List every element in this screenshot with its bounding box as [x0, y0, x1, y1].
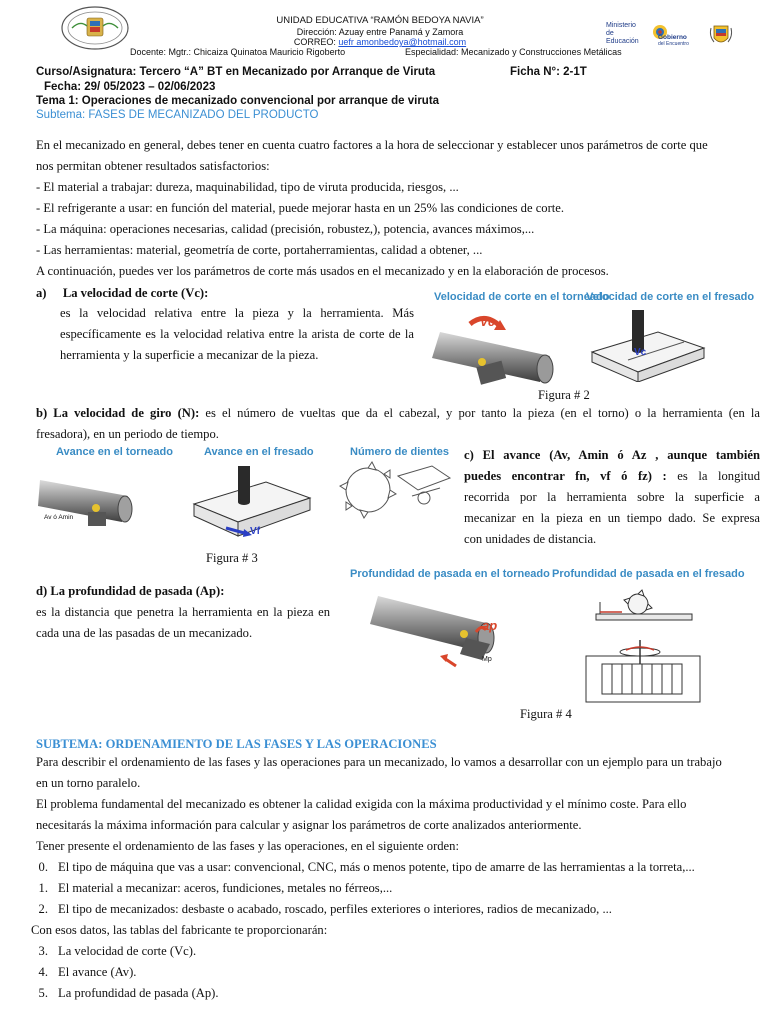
fig4-caption-milling: Profundidad de pasada en el fresado	[552, 568, 745, 580]
section-c-line-5: con unidades de distancia.	[464, 532, 597, 546]
list-item: 3. La velocidad de corte (Vc).	[38, 944, 197, 958]
school-name: UNIDAD EDUCATIVA “RAMÓN BEDOYA NAVIA”	[276, 15, 484, 26]
course-line: Curso/Asignatura: Tercero “A” BT en Mecanizado por Arranque de Viruta	[36, 66, 436, 78]
government-logo: Gobierno del Encuentro	[658, 34, 689, 47]
figure-2-label: Figura # 2	[538, 388, 590, 402]
teacher-name: Docente: Mgtr.: Chicaiza Quinatoa Mauricio Rigoberto	[130, 47, 346, 57]
sub2-line-1: Para describir el ordenamiento de las fases y las operaciones para un mecanizado, lo vamos a desarrollar con un ejemplo para un trabajo	[36, 755, 722, 769]
fig4-caption-turning: Profundidad de pasada en el torneado	[350, 568, 550, 580]
section-a-title: La velocidad de corte (Vc):	[62, 286, 209, 300]
school-address: Dirección: Azuay entre Panamá y Zamora	[296, 27, 464, 37]
lathe-cutting-speed-illustration	[430, 302, 580, 388]
sub2-line-3: El problema fundamental del mecanizado es obtener la calidad exigida con la máxima productividad y el mínimo coste. Para ello	[36, 797, 687, 811]
bullet-tools: - Las herramientas: material, geometría de corte, portaherramientas, calidad a obtener, ...	[36, 243, 483, 257]
school-email-line	[210, 37, 550, 47]
list-item: 0. El tipo de máquina que vas a usar: convencional, CNC, más o menos potente, tipo de amarre de las herramientas a la torreta,...	[38, 860, 695, 874]
fig3-feed-tag-turning: Av ó Amin	[44, 514, 74, 521]
section-b-line-1: b) La velocidad de giro (N): es el número de vueltas que da el cabezal, y por tanto la pieza (en el torno) o la herramienta (en la	[36, 406, 760, 420]
section-d-line-1: es la distancia que penetra la herramienta en la pieza en	[36, 605, 330, 619]
section-c-line-1: c) El avance (Av, Amin ó Az , aunque también	[464, 448, 760, 462]
subtopic-title: Subtema: FASES DE MECANIZADO DEL PRODUCTO	[36, 109, 319, 121]
bullet-coolant: - El refrigerante a usar: en función del material, puede mejorar hasta en un 25% las condiciones de corte.	[36, 201, 565, 215]
section-c-line-3: recorrida por la herramienta sobre la superficie a	[464, 490, 760, 504]
list-item: 5. La profundidad de pasada (Ap).	[38, 986, 219, 1000]
mill-cutting-speed-illustration	[588, 302, 708, 382]
school-seal-logo	[60, 6, 130, 50]
section-a-heading	[36, 283, 208, 304]
milling-teeth-diagram	[328, 456, 456, 520]
list-item: 4. El avance (Av).	[38, 965, 137, 979]
sub2-line-4: necesitarás la máxima información para calcular y asignar los parámetros de corte analizados anteriormente.	[36, 818, 582, 832]
section-c-line-4: mecanizar en la pieza en un tiempo dado. Se expresa	[464, 511, 760, 525]
fig2-vc-tag-turning: Vc	[480, 315, 495, 329]
bullet-machine: - La máquina: operaciones necesarias, calidad (precisión, robustez,), potencia, avances máximos,...	[36, 222, 535, 236]
email-link[interactable]: uefr amonbedoya@hotmail.com	[338, 37, 467, 47]
lathe-feed-illustration	[38, 466, 138, 536]
section-d-title: d) La profundidad de pasada (Ap):	[36, 584, 225, 598]
figure-3-label: Figura # 3	[206, 551, 258, 565]
fig3-caption-milling: Avance en el fresado	[204, 446, 314, 458]
sheet-number: Ficha N°: 2-1T	[510, 66, 587, 78]
section-c-line-2: puedes encontrar fn, vf ó fz) : es la longitud	[464, 469, 760, 483]
section-d-line-2: cada una de las pasadas de un mecanizado.	[36, 626, 253, 640]
fig2-vc-tag-milling: Vc	[634, 347, 647, 358]
section-a-line-1: es la velocidad relativa entre la pieza y la herramienta. Más	[60, 306, 414, 320]
figure-4-label: Figura # 4	[520, 707, 572, 721]
mill-depth-illustration	[582, 584, 706, 706]
coat-of-arms-icon	[706, 22, 736, 50]
email-label: CORREO:	[293, 37, 336, 47]
fig4-ap-tag: ap	[482, 618, 498, 633]
sub2-line-6: Con esos datos, las tablas del fabricante te proporcionarán:	[31, 923, 328, 937]
fig3-vf-tag-milling: Vf	[250, 526, 260, 537]
fig4-mp-tag: Mp	[482, 656, 492, 663]
section-a-line-2: específicamente es la velocidad relativa entre la arista de corte de la	[60, 327, 414, 341]
sub2-line-2: en un torno paralelo.	[36, 776, 141, 790]
bullet-material: - El material a trabajar: dureza, maquinabilidad, tipo de viruta producida, riesgos, ...	[36, 180, 459, 194]
section-b-line-2: fresadora), en un periodo de tiempo.	[36, 427, 219, 441]
ministry-logo: Ministerio de Educación	[606, 22, 639, 45]
sub2-line-5: Tener presente el ordenamiento de las fases y las operaciones, en el siguiente orden:	[36, 839, 459, 853]
section-a-label: a)	[36, 286, 47, 300]
intro-line-2: nos permitan obtener resultados satisfactorios:	[36, 159, 270, 173]
list-item: 1. El material a mecanizar: aceros, fundiciones, metales no férreos,...	[38, 881, 393, 895]
section-b-title: b) La velocidad de giro (N):	[36, 406, 200, 420]
course-date: Fecha: 29/ 05/2023 – 02/06/2023	[44, 81, 216, 93]
intro-parameters: A continuación, puedes ver los parámetros de corte más usados en el mecanizado y en la elaboración de procesos.	[36, 264, 609, 278]
fig3-caption-teeth: Número de dientes	[350, 446, 450, 458]
subtopic-2-title: SUBTEMA: ORDENAMIENTO DE LAS FASES Y LAS OPERACIONES	[36, 737, 437, 751]
lathe-depth-illustration	[370, 584, 530, 670]
specialty: Especialidad: Mecanizado y Construcciones Metálicas	[405, 47, 622, 57]
intro-line-1: En el mecanizado en general, debes tener en cuenta cuatro factores a la hora de seleccionar y establecer unos parámetros de corte que	[36, 138, 708, 152]
fig2-caption-turning: Velocidad de corte en el torneado	[434, 291, 610, 303]
fig2-caption-milling: Velocidad de corte en el fresado	[586, 291, 755, 303]
fig3-caption-turning: Avance en el torneado	[56, 446, 173, 458]
topic-title: Tema 1: Operaciones de mecanizado convencional por arranque de viruta	[36, 95, 440, 107]
list-item: 2. El tipo de mecanizados: desbaste o acabado, roscado, perfiles exteriores o interiores, radios de mecanizado, ...	[38, 902, 612, 916]
section-a-line-3: herramienta y la superficie a mecanizar de la pieza.	[60, 348, 319, 362]
